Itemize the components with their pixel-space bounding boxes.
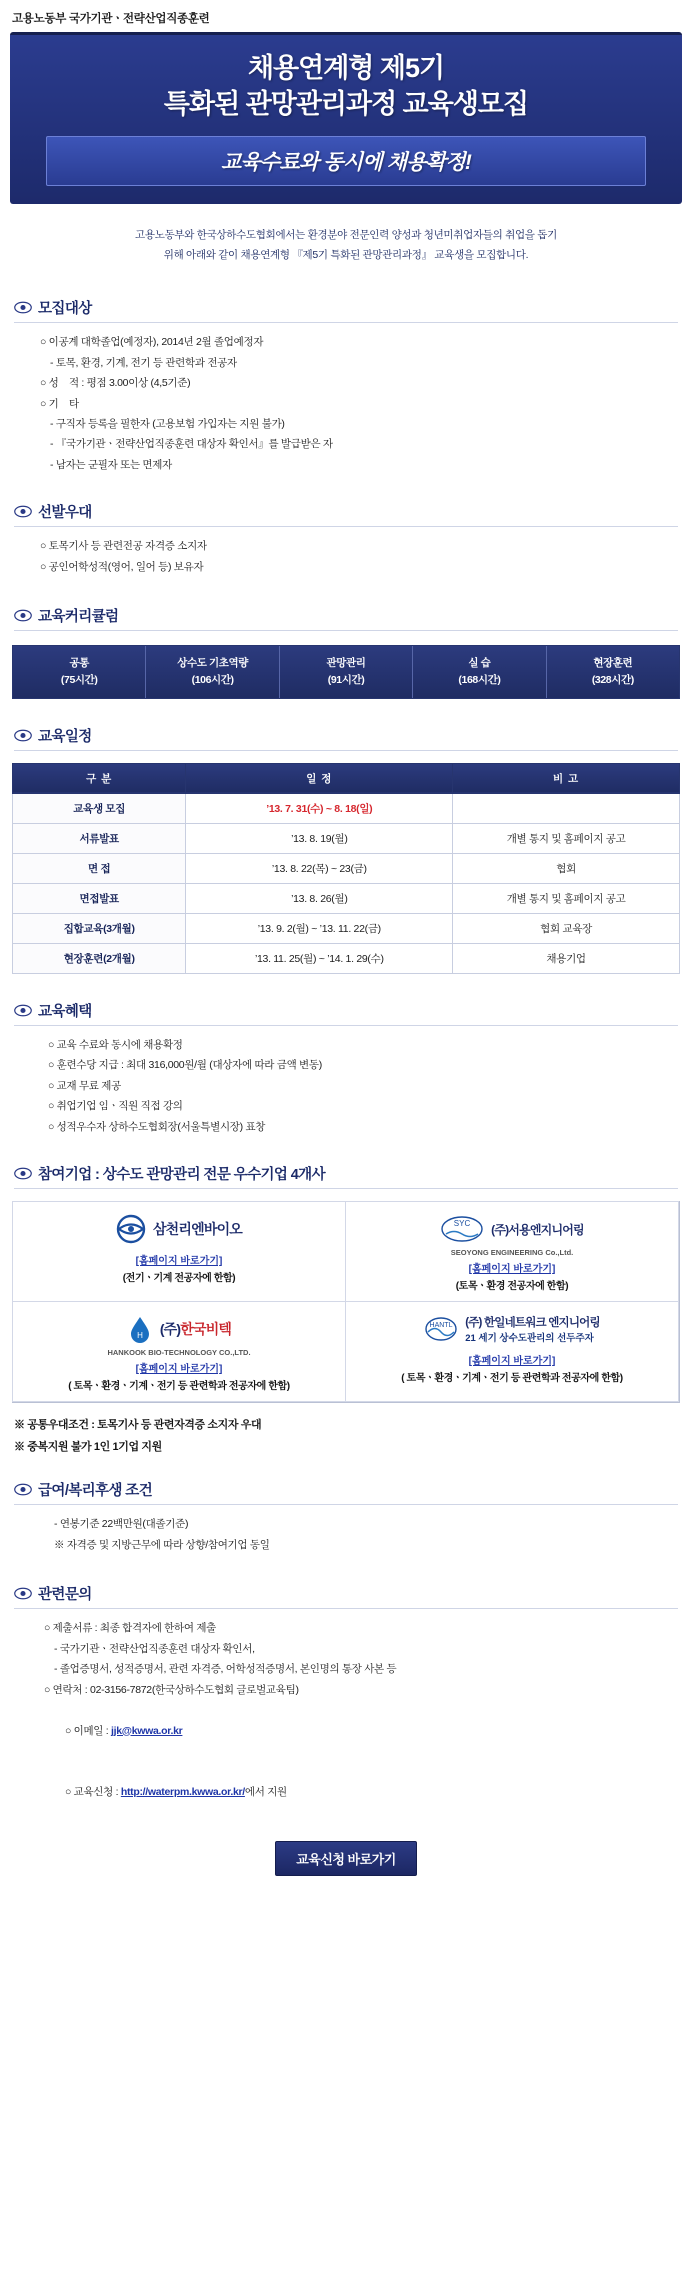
svg-text:SYC: SYC — [453, 1219, 471, 1229]
curriculum-cell — [413, 646, 546, 698]
eye-icon — [14, 729, 32, 742]
eye-icon — [14, 1167, 32, 1180]
curriculum-hours: (328시간) — [591, 674, 634, 687]
eye-icon — [14, 609, 32, 622]
divider — [331, 1173, 678, 1174]
company-card — [12, 1201, 346, 1302]
curriculum-name: 현장훈련 — [593, 657, 633, 670]
company-logo — [352, 1312, 672, 1346]
divider — [158, 1489, 678, 1490]
curriculum-name: 공통 — [69, 657, 89, 670]
intro-line-2: 위해 아래와 같이 채용연계형 『제5기 특화된 관망관리과정』 교육생을 모집합니다. — [163, 248, 529, 261]
table-row — [13, 853, 680, 883]
section-title: 관련문의 — [38, 1587, 92, 1604]
footer-action — [0, 1827, 692, 1898]
intro-line-1: 고용노동부와 한국상하수도협회에서는 환경분야 전문인력 양성과 청년미취업자들의 취업을 돕기 — [135, 229, 557, 242]
apply-button[interactable]: 교육신청 바로가기 — [275, 1841, 417, 1876]
section-title: 참여기업 : 상수도 관망관리 전문 우수기업 4개사 — [38, 1167, 325, 1184]
curriculum-name: 실 습 — [468, 657, 491, 670]
curriculum-cell — [146, 646, 279, 698]
homepage-link[interactable]: [홈페이지 바로가기] — [468, 1264, 556, 1276]
agency-line: 고용노동부 국가기관ㆍ전략산업직종훈련 — [12, 13, 210, 25]
divider — [98, 1593, 678, 1594]
curriculum-hours: (106시간) — [191, 674, 234, 687]
eye-icon — [14, 1587, 32, 1600]
company-grid — [12, 1201, 680, 1403]
schedule-table — [12, 763, 680, 974]
section-title: 모집대상 — [38, 301, 92, 318]
list-item: ○ 기 타 — [40, 397, 79, 410]
divider — [98, 1010, 678, 1011]
contact-apply-row — [44, 1761, 668, 1822]
list-item: ○ 취업기업 임ㆍ직원 직접 강의 — [48, 1100, 183, 1113]
section-schedule — [0, 725, 692, 751]
row-note: 협회 — [453, 853, 680, 883]
section-curriculum — [0, 605, 692, 631]
homepage-link[interactable]: [홈페이지 바로가기] — [468, 1356, 556, 1368]
curriculum-cell — [13, 646, 146, 698]
row-label: 면 접 — [13, 853, 186, 883]
eye-icon — [14, 301, 32, 314]
benefits-list — [14, 1026, 678, 1141]
list-item: - 『국가기관ㆍ전략산업직종훈련 대상자 확인서』를 발급받은 자 — [50, 438, 333, 451]
note-line: ※ 중복지원 불가 1인 1기업 지원 — [14, 1441, 162, 1454]
section-title: 선발우대 — [38, 505, 92, 522]
section-companies-header — [14, 1163, 678, 1189]
table-row — [13, 793, 680, 823]
curriculum-cell — [547, 646, 679, 698]
list-item: ○ 성 적 : 평점 3.00이상 (4,5기준) — [40, 377, 191, 390]
list-item: - 토목, 환경, 기계, 전기 등 관련학과 전공자 — [50, 356, 237, 369]
email-link[interactable]: jjk@kwwa.or.kr — [111, 1724, 183, 1737]
row-date: ’13. 8. 19(월) — [186, 823, 453, 853]
list-item: - 국가기관ㆍ전략산업직종훈련 대상자 확인서, — [54, 1642, 255, 1655]
company-name — [160, 1319, 231, 1339]
row-date: ’13. 9. 2(월) ~ ’13. 11. 22(금) — [186, 913, 453, 943]
section-companies — [0, 1163, 692, 1189]
list-item: - 남자는 군필자 또는 면제자 — [50, 458, 172, 471]
company-notes — [0, 1413, 692, 1457]
hero-title-line1: 채용연계형 제5기 — [247, 53, 445, 83]
section-contact — [0, 1583, 692, 1827]
section-salary — [0, 1479, 692, 1559]
company-name-prefix: (주) — [159, 1321, 181, 1338]
eye-icon — [14, 505, 32, 518]
list-item: ○ 토목기사 등 관련전공 자격증 소지자 — [40, 540, 207, 553]
contact-list — [14, 1609, 678, 1827]
row-label: 교육생 모집 — [13, 793, 186, 823]
divider — [98, 735, 678, 736]
hero-title-line2: 특화된 관망관리과정 교육생모집 — [163, 88, 529, 119]
company-logo — [19, 1212, 339, 1246]
table-row — [13, 883, 680, 913]
hbt-logo-icon — [127, 1314, 153, 1344]
list-item: ※ 자격증 및 지방근무에 따라 상향/참여기업 동일 — [54, 1538, 270, 1551]
divider — [98, 511, 678, 512]
company-name-main: 한국비텍 — [180, 1321, 232, 1338]
curriculum-hours: (168시간) — [458, 674, 501, 687]
table-row — [13, 943, 680, 973]
intro-text — [0, 204, 692, 283]
company-note: ( 토목ㆍ환경ㆍ기계ㆍ전기 등 관련학과 전공자에 한함) — [401, 1373, 623, 1385]
curriculum-table — [12, 645, 680, 699]
homepage-link[interactable]: [홈페이지 바로가기] — [135, 1256, 223, 1268]
section-contact-header — [14, 1583, 678, 1609]
curriculum-name: 상수도 기초역량 — [177, 657, 248, 670]
eye-icon — [14, 1004, 32, 1017]
list-item: ○ 교재 무료 제공 — [48, 1079, 121, 1092]
curriculum-cell — [280, 646, 413, 698]
email-label: ○ 이메일 : — [64, 1724, 111, 1737]
note-line: ※ 공통우대조건 : 토목기사 등 관련자격증 소지자 우대 — [14, 1419, 262, 1432]
list-item: ○ 성적우수자 상하수도협회장(서울특별시장) 표창 — [48, 1120, 266, 1133]
hero-title — [20, 51, 672, 122]
apply-url-link[interactable]: http://waterpm.kwwa.or.kr/ — [120, 1785, 245, 1798]
list-item: - 졸업증명서, 성적증명서, 관련 자격증, 어학성적증명서, 본인명의 통장 사본 등 — [54, 1663, 397, 1676]
row-label: 서류발표 — [13, 823, 186, 853]
row-date: ’13. 11. 25(월) ~ ’14. 1. 29(수) — [186, 943, 453, 973]
homepage-link[interactable]: [홈페이지 바로가기] — [135, 1364, 223, 1376]
curriculum-name: 관망관리 — [326, 657, 366, 670]
list-item: ○ 훈련수당 지급 : 최대 316,000원/월 (대상자에 따라 금액 변동) — [48, 1059, 322, 1072]
section-target — [0, 297, 692, 479]
divider — [98, 307, 678, 308]
company-note: (전기ㆍ기계 전공자에 한함) — [122, 1273, 236, 1285]
hantl-logo-icon — [424, 1314, 458, 1344]
company-logo — [352, 1212, 672, 1246]
section-preference-header — [14, 501, 678, 527]
list-item: ○ 이공계 대학졸업(예정자), 2014년 2월 졸업예정자 — [40, 336, 264, 349]
row-note: 채용기업 — [453, 943, 680, 973]
list-item: - 연봉기준 22백만원(대졸기준) — [54, 1518, 189, 1531]
section-title: 교육혜택 — [38, 1003, 92, 1020]
table-header-row — [13, 763, 680, 793]
row-note: 개별 통지 및 홈페이지 공고 — [453, 883, 680, 913]
column-header: 일 정 — [186, 763, 453, 793]
section-curriculum-header — [14, 605, 678, 631]
section-target-header — [14, 297, 678, 323]
hero-highlight: 교육수료와 동시에 채용확정! — [46, 136, 646, 186]
company-name: (주) 한일네트워크 엔지니어링 — [465, 1317, 600, 1330]
section-title: 급여/복리후생 조건 — [38, 1483, 153, 1500]
list-item: ○ 공인어학성적(영어, 일어 등) 보유자 — [40, 560, 204, 573]
curriculum-hours: (91시간) — [327, 674, 365, 687]
section-salary-header — [14, 1479, 678, 1505]
section-schedule-header — [14, 725, 678, 751]
section-title: 교육일정 — [38, 728, 92, 745]
company-card — [345, 1201, 679, 1302]
section-preference — [0, 501, 692, 581]
list-item: ○ 연락처 : 02-3156-7872(한국상하수도협회 글로벌교육팀) — [44, 1683, 299, 1696]
section-benefits-header — [14, 1000, 678, 1026]
company-card — [12, 1301, 346, 1402]
divider — [124, 615, 678, 616]
row-note — [453, 793, 680, 823]
list-item: ○ 제출서류 : 최종 합격자에 한하여 제출 — [44, 1622, 217, 1635]
row-label: 현장훈련(2개월) — [13, 943, 186, 973]
company-card — [345, 1301, 679, 1402]
table-row — [13, 823, 680, 853]
apply-label: ○ 교육신청 : — [64, 1785, 121, 1798]
section-title: 교육커리큘럼 — [38, 609, 119, 626]
row-label: 면접발표 — [13, 883, 186, 913]
table-row — [13, 913, 680, 943]
preference-list — [14, 527, 678, 581]
samchully-logo-icon — [116, 1214, 146, 1244]
company-name: (주)서용엔지니어링 — [491, 1222, 584, 1237]
svg-text:H: H — [136, 1331, 143, 1341]
company-note: (토목ㆍ환경 전공자에 한함) — [455, 1281, 569, 1293]
company-subtitle: 21 세기 상수도관리의 선두주자 — [465, 1333, 594, 1345]
company-name: 삼천리엔바이오 — [152, 1221, 243, 1238]
hero-banner — [10, 32, 682, 204]
eye-icon — [14, 1483, 32, 1496]
row-note: 협회 교육장 — [453, 913, 680, 943]
row-label: 집합교육(3개월) — [13, 913, 186, 943]
row-date: ’13. 8. 26(월) — [186, 883, 453, 913]
curriculum-hours: (75시간) — [60, 674, 98, 687]
row-date: ’13. 7. 31(수) ~ 8. 18(일) — [186, 793, 453, 823]
target-list — [14, 323, 678, 479]
company-subtitle: SEOYONG ENGINEERING Co.,Ltd. — [450, 1248, 574, 1258]
list-item: ○ 교육 수료와 동시에 채용확정 — [48, 1038, 183, 1051]
list-item: - 구직자 등록을 필한자 (고용보험 가입자는 지원 불가) — [50, 417, 285, 430]
section-benefits — [0, 1000, 692, 1141]
column-header: 비 고 — [453, 763, 680, 793]
syc-logo-icon — [440, 1214, 484, 1244]
row-date: ’13. 8. 22(목) ~ 23(금) — [186, 853, 453, 883]
svg-text:HANTL: HANTL — [429, 1322, 453, 1330]
contact-email-row — [44, 1700, 668, 1761]
column-header: 구 분 — [13, 763, 186, 793]
company-logo — [19, 1312, 339, 1346]
salary-list — [14, 1505, 678, 1559]
company-subtitle: HANKOOK BIO-TECHNOLOGY CO.,LTD. — [107, 1348, 251, 1358]
company-note: ( 토목ㆍ환경ㆍ기계ㆍ전기 등 관련학과 전공자에 한함) — [68, 1381, 290, 1393]
row-note: 개별 통지 및 홈페이지 공고 — [453, 823, 680, 853]
apply-suffix: 에서 지원 — [244, 1785, 287, 1798]
